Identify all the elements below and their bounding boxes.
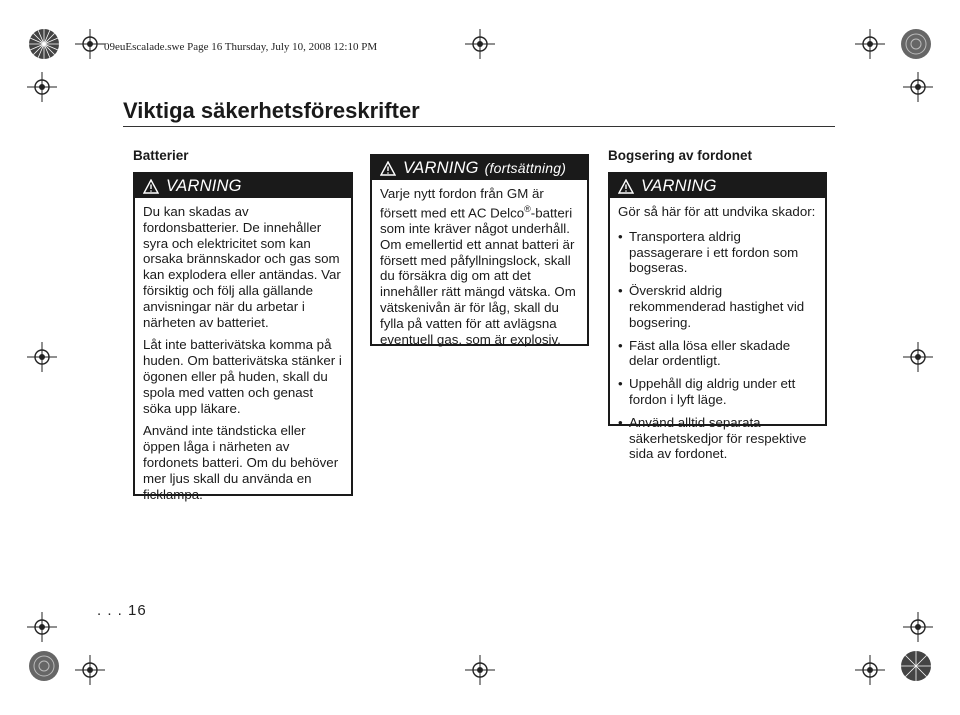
registration-mark-icon [855, 29, 885, 59]
registration-mark-icon [465, 29, 495, 59]
registration-mark-icon [903, 72, 933, 102]
starburst-mark-icon [900, 650, 932, 682]
page-title: Viktiga säkerhetsföreskrifter [123, 98, 420, 123]
registration-mark-icon [27, 612, 57, 642]
bullet-list [618, 229, 817, 462]
section-title-bogsering: Bogsering av fordonet [608, 148, 753, 163]
warning-paragraph: Låt inte batterivätska komma på huden. Om batterivätska stänker i ögonen eller på huden, skall du spola med vatten och genast söka upp läkare. [143, 337, 342, 416]
warning-triangle-icon [380, 161, 396, 176]
warning-text-a: Varje nytt fordon från GM är försett med ett AC Delco [380, 186, 544, 221]
warning-intro: Gör så här för att undvika skador: [618, 204, 816, 219]
warning-triangle-icon [143, 179, 159, 194]
warning-header [135, 174, 351, 198]
list-item: • Fäst alla lösa eller skadade delar ordentligt. [618, 338, 817, 370]
warning-label: VARNING [403, 158, 479, 177]
starburst-mark-icon [28, 650, 60, 682]
warning-label: VARNING [641, 176, 717, 195]
warning-triangle-icon [618, 179, 634, 194]
starburst-mark-icon [28, 28, 60, 60]
title-rule [123, 126, 835, 127]
registration-mark-icon [903, 342, 933, 372]
warning-body [372, 180, 587, 347]
registered-mark: ® [524, 203, 531, 214]
warning-box-continued [370, 154, 589, 346]
registration-mark-icon [903, 612, 933, 642]
section-title-batterier: Batterier [133, 148, 189, 163]
registration-mark-icon [27, 342, 57, 372]
warning-header [610, 174, 825, 198]
warning-body [135, 198, 351, 502]
warning-label: VARNING [166, 176, 242, 195]
warning-sub-label: (fortsättning) [484, 160, 567, 176]
list-item: • Överskrid aldrig rekommenderad hastighet vid bogsering. [618, 283, 817, 330]
warning-paragraph: Du kan skadas av fordonsbatterier. De innehåller syra och elektricitet som kan orsaka brännskador och gas som kan explodera eller antändas. Var försiktig och följ alla gällande anvisningar när du arbetar i närheten av batteriet. [143, 204, 341, 330]
registration-mark-icon [75, 29, 105, 59]
list-item: • Uppehåll dig aldrig under ett fordon i lyft läge. [618, 376, 817, 408]
registration-mark-icon [465, 655, 495, 685]
warning-box-bogsering [608, 172, 827, 462]
warning-header [372, 156, 587, 180]
registration-mark-icon [75, 655, 105, 685]
warning-body [610, 198, 825, 462]
starburst-mark-icon [900, 28, 932, 60]
warning-box-batterier [133, 172, 353, 502]
warning-paragraph [380, 186, 579, 347]
list-item: • Använd alltid separata säkerhetskedjor för respektive sida av fordonet. [618, 415, 817, 462]
registration-mark-icon [27, 72, 57, 102]
warning-paragraph: Använd inte tändsticka eller öppen låga i närheten av fordonets batteri. Om du behöver mer ljus skall du använda en ficklampa. [143, 423, 339, 502]
registration-mark-icon [855, 655, 885, 685]
page-number: . . . 16 [97, 602, 147, 619]
list-item: • Transportera aldrig passagerare i ett fordon som bogseras. [618, 229, 817, 276]
warning-text-b: -batteri som inte kräver något underhåll. Om emellertid ett annat batteri är försett med påfyllningslock, skall du försäkra dig om att det innehåller rätt mängd vätska. Om vätskenivån är för låg, skall du fylla på vatten för att avlägsna eventuell gas, som är explosiv. [380, 205, 576, 347]
print-slug: 09euEscalade.swe Page 16 Thursday, July 10, 2008 12:10 PM [104, 41, 378, 53]
